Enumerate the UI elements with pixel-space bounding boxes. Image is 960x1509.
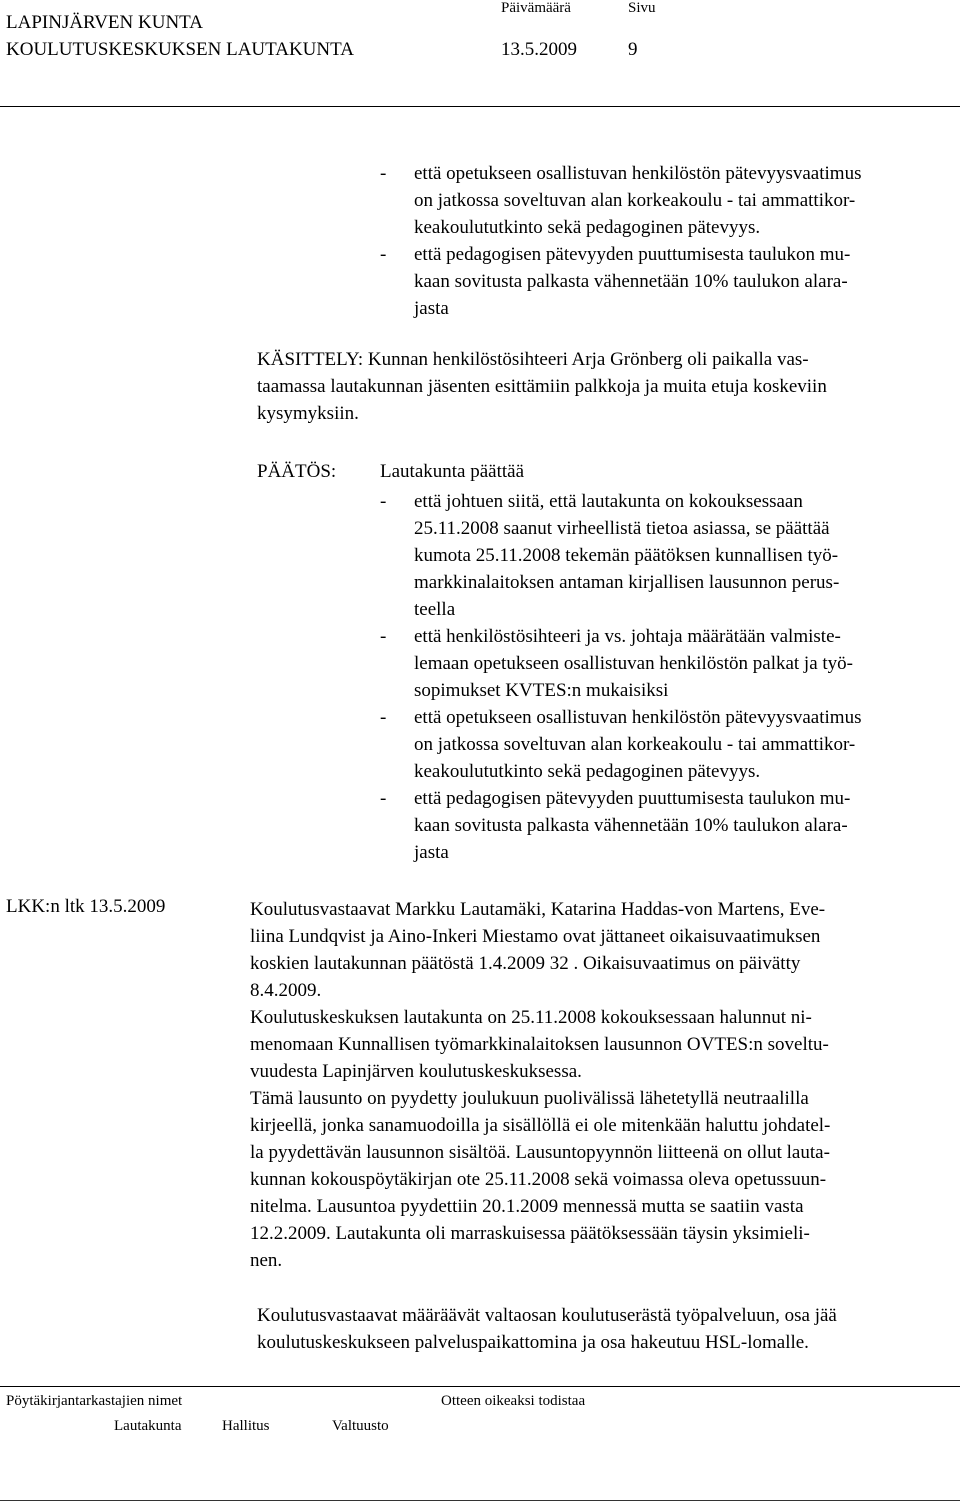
page-label: Sivu [628,0,656,16]
signature-col-hallitus: Hallitus [222,1418,270,1434]
paatos-intro: Lautakunta päättää [380,461,525,482]
paatos-item-1: - että johtuen siitä, että lautakunta on kokouksessaan 25.11.2008 saanut virheellistä tietoa asiassa, se päättää kumota 25.11.2008 tekemän päätöksen kunnallisen työ- markkinalaitoksen antaman kirjallisen lausunnon perus- teella [380,491,840,620]
top-item-1: - että opetukseen osallistuvan henkilöstön pätevyysvaatimus on jatkossa soveltuvan alan korkeakoulu - tai ammattikor- keakoulututkinto sekä pedagoginen pätevyys. [380,163,862,238]
paatos-item-3: - että opetukseen osallistuvan henkilöstön pätevyysvaatimus on jatkossa soveltuvan alan korkeakoulu - tai ammattikor- keakoulututkinto sekä pedagoginen pätevyys. [380,707,862,782]
document-date: 13.5.2009 [501,39,577,60]
footer-divider [0,1386,960,1387]
committee-name: KOULUTUSKESKUKSEN LAUTAKUNTA [6,39,354,60]
kasittely-section: KÄSITTELY: Kunnan henkilöstösihteeri Arja Grönberg oli paikalla vas- taamassa lautakunnan jäsenten esittämiin palkkoja ja muita etuja koskeviin kysymyksiin. [257,349,827,424]
date-label: Päivämäärä [501,0,571,16]
paatos-item-2: - että henkilöstösihteeri ja vs. johtaja määrätään valmiste- lemaan opetukseen osallistuvan henkilöstön palkat ja työ- sopimukset KVTES:n mukaisiksi [380,626,854,701]
signature-col-lautakunta: Lautakunta [114,1418,182,1434]
closing-paragraph: Koulutusvastaavat määräävät valtaosan koulutuserästä työpalveluun, osa jää koulutuskeskukseen palveluspaikattomina ja osa hakeutuu HSL-lomalle. [257,1305,837,1353]
header-divider [0,106,960,107]
top-item-2: - että pedagogisen pätevyyden puuttumisesta taulukon mu- kaan sovitusta palkasta vähennetään 10% taulukon alara- jasta [380,244,851,319]
lkk-label: LKK:n ltk 13.5.2009 [6,896,166,917]
signature-col-valtuusto: Valtuusto [332,1418,389,1434]
lkk-body: Koulutusvastaavat Markku Lautamäki, Katarina Haddas-von Martens, Eve- liina Lundqvist ja Aino-Inkeri Miestamo ovat jättaneet oikaisuvaatimuksen koskien lautakunnan päätöstä 1.4.2009 32 . Oikaisuvaatimus on päivätty 8.4.2009. Koulutuskeskuksen lautakunta on 25.11.2008 kokouksessaan halunnut ni- menomaan Kunnallisen työmarkkinalaitoksen lausunnon OVTES:n soveltu- vuudesta Lapinjärven koulutuskeskuksessa. Tämä lausunto on pyydetty joulukuun puolivälissä lähetetyllä neutraalilla kirjeellä, jonka sanamuodoilla ja sisällöllä ei ole mitenkään haluttu johdatel- la pyydettävän lausunnon sisältöä. Lausuntopyynnön liitteenä on ollut lauta- kunnan kokouspöytäkirjan ote 25.11.2008 sekä voimassa oleva opetussuun- nitelma. Lausuntoa pyydettiin 20.1.2009 mennessä mutta se saatiin vasta 12.2.2009. Lautakunta oli marraskuisessa päätöksessään täysin yksimieli- nen. [250,899,831,1271]
paatos-label: PÄÄTÖS: [257,461,337,482]
bottom-divider [0,1500,960,1501]
page-number: 9 [628,39,638,60]
org-name: LAPINJÄRVEN KUNTA [6,12,203,33]
certified-label: Otteen oikeaksi todistaa [441,1393,586,1409]
reviewers-label: Pöytäkirjantarkastajien nimet [6,1393,183,1409]
paatos-item-4: - että pedagogisen pätevyyden puuttumisesta taulukon mu- kaan sovitusta palkasta vähennetään 10% taulukon alara- jasta [380,788,851,863]
